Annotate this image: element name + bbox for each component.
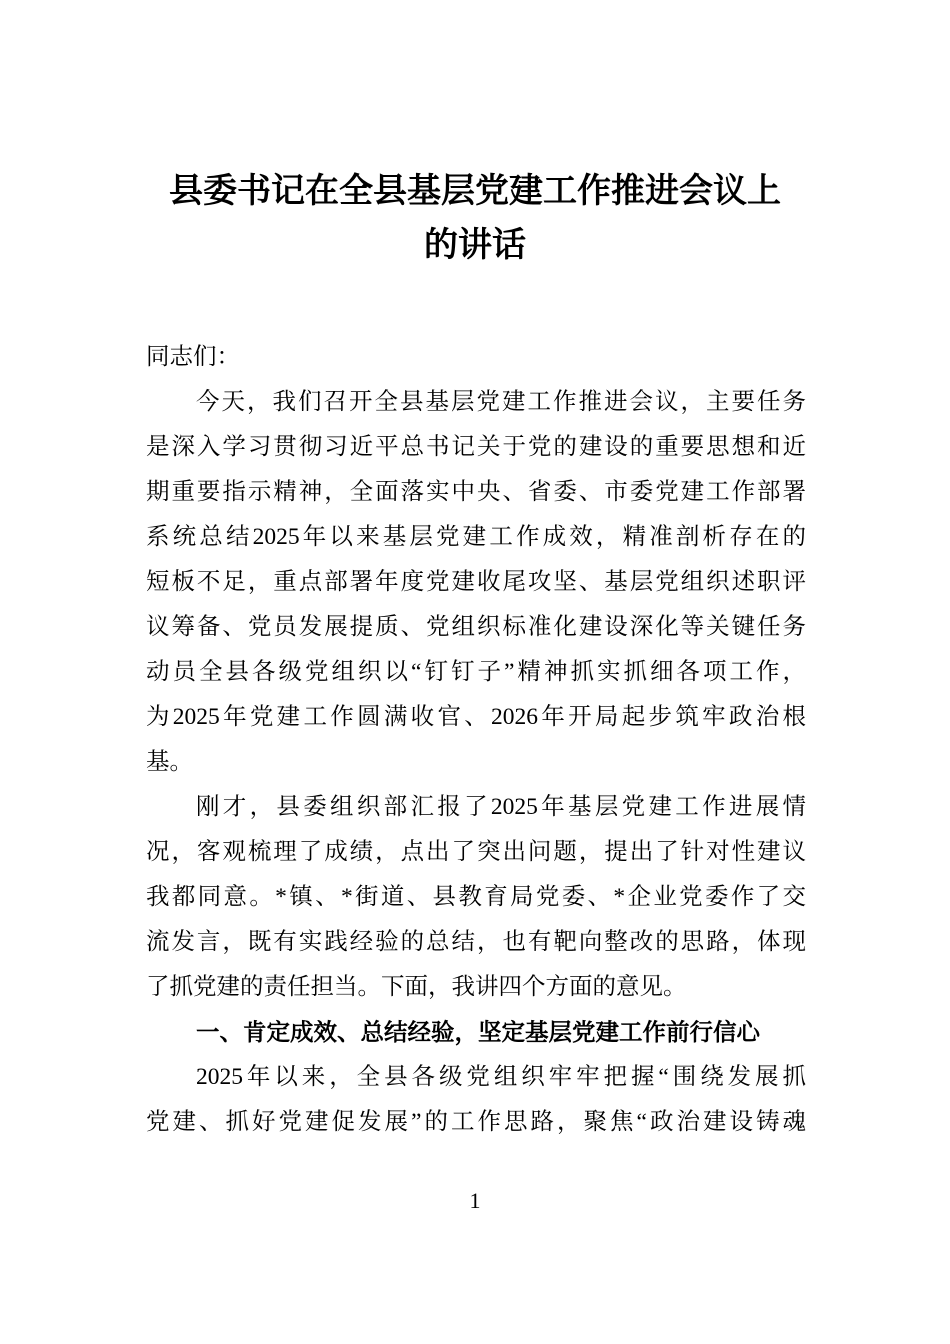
paragraph	[146, 380, 806, 785]
text-line: 一、肯定成效、总结经验，坚定基层党建工作前行信心	[196, 1019, 760, 1045]
text-line: 议筹备、党员发展提质、党组织标准化建设深化等关键任务	[146, 614, 806, 640]
text-line: 系统总结2025年以来基层党建工作成效，精准剖析存在的	[146, 524, 806, 550]
section-heading	[146, 1010, 806, 1055]
text-line: 基。	[146, 749, 193, 775]
text-line: 我都同意。*镇、*街道、县教育局党委、*企业党委作了交	[146, 884, 806, 910]
text-line: 动员全县各级党组织以“钉钉子”精神抓实抓细各项工作，	[146, 659, 806, 685]
text-line: 流发言，既有实践经验的总结，也有靶向整改的思路，体现	[146, 929, 806, 955]
page-number: 1	[469, 1188, 481, 1213]
document-body	[146, 335, 806, 1145]
text-line: 期重要指示精神，全面落实中央、省委、市委党建工作部署	[146, 479, 806, 505]
text-line: 刚才，县委组织部汇报了2025年基层党建工作进展情	[196, 794, 806, 820]
text-line: 是深入学习贯彻习近平总书记关于党的建设的重要思想和近	[146, 434, 806, 460]
title-line: 县委书记在全县基层党建工作推进会议上	[169, 173, 781, 210]
title-line: 的讲话	[424, 227, 526, 264]
paragraph	[146, 785, 806, 1010]
text-line: 了抓党建的责任担当。下面，我讲四个方面的意见。	[146, 974, 687, 1000]
text-line: 为2025年党建工作圆满收官、2026年开局起步筑牢政治根	[146, 704, 806, 730]
salutation: 同志们：	[146, 344, 240, 370]
text-line: 党建、抓好党建促发展”的工作思路，聚焦“政治建设铸魂	[146, 1109, 806, 1135]
text-line: 2025年以来，全县各级党组织牢牢把握“围绕发展抓	[196, 1064, 806, 1090]
text-line: 短板不足，重点部署年度党建收尾攻坚、基层党组织述职评	[146, 569, 806, 595]
paragraph	[146, 1055, 806, 1145]
document-title	[140, 165, 810, 273]
text-line: 今天，我们召开全县基层党建工作推进会议，主要任务	[196, 389, 806, 415]
text-line: 况，客观梳理了成绩，点出了突出问题，提出了针对性建议	[146, 839, 806, 865]
